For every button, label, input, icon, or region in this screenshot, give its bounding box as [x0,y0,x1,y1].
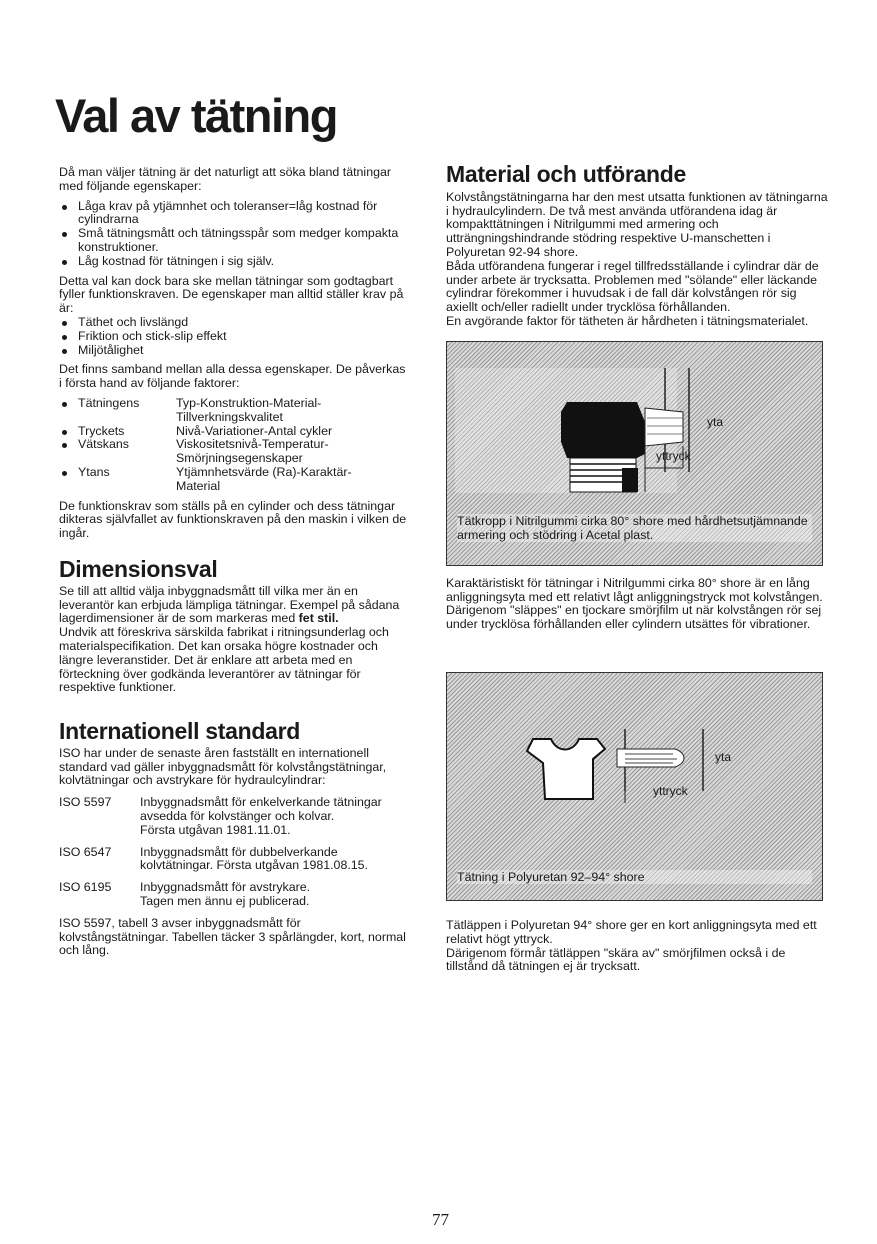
factor-desc: Typ-Konstruktion-Material- Tillverkningskvalitet [176,395,322,424]
fig1-label-yta: yta [707,414,724,429]
nitrile-paragraph-2: Därigenom "släppes" en tjockare smörjfilm ut när kolvstången rör sej under trycklösa förhållanden eller cylindern utsättes för vibrationer. [446,603,822,632]
material-paragraph-3: En avgörande faktor för tätheten är hårdheten i tätningsmaterialet. [446,313,809,328]
international-intro: ISO har under de senaste åren fastställt en internationell standard vad gäller inbyggnadsmått för kolvstångstätningar, kolvtätningar och avstrykare för hydraulcylindrar: [59,745,387,788]
iso-code: ISO 6547 [59,844,112,859]
iso-desc: Inbyggnadsmått för enkelverkande tätningar avsedda för kolvstänger och kolvar. Första utgåvan 1981.11.01. [140,795,382,837]
material-paragraph-2: Båda utförandena fungerar i regel tillfredsställande i cylindrar där de under arbete är trycksatta. Problemen med "sölande" eller läckande cylindrar förekommer i huvudsak i de fall där kolvstången rör sig axiellt och/eller radiellt under trycklösa förhållanden. [446,258,819,315]
list-item: Låg kostnad för tätningen i sig själv. [59,255,409,269]
polyurethane-seal-diagram [447,673,822,900]
fig1-caption: Tätkropp i Nitrilgummi cirka 80° shore med hårdhetsutjämnande armering och stödring i Acetal plast. [457,514,812,542]
requirements-paragraph: Detta val kan dock bara ske mellan tätningar som godtagbart fyller funktionskraven. De egenskaper man alltid ställer krav på är: [59,273,404,316]
dimension-heading: Dimensionsval [59,555,218,582]
factor-name: Tätningens [59,397,176,425]
iso-desc: Inbyggnadsmått för dubbelverkande kolvtätningar. Första utgåvan 1981.08.15. [140,844,369,873]
list-item: Låga krav på ytjämnhet och toleranser=låg kostnad för cylindrarna [59,200,409,228]
international-heading: Internationell standard [59,718,301,745]
factor-desc: Viskositetsnivå-Temperatur- Smörjningsegenskaper [176,437,329,466]
requirements-list [59,316,409,357]
dimension-paragraph [59,585,409,626]
iso-table [59,796,409,909]
list-item: Täthet och livslängd [59,316,409,330]
nitrile-paragraph-1: Karaktäristiskt för tätningar i Nitrilgummi cirka 80° shore är en lång anliggningsyta med ett relativt lågt anliggningstryck mot kolvstången. [446,575,823,604]
iso-code: ISO 5597 [59,795,112,810]
list-item: Små tätningsmått och tätningsspår som medger kompakta konstruktioner. [59,227,409,255]
fig2-label-yta: yta [715,749,732,764]
page-number: 77 [432,1210,449,1229]
nitrile-seal-figure [446,341,823,566]
polyurethane-paragraph-1: Tätläppen i Polyuretan 94° shore ger en kort anliggningsyta med ett relativt högt yttryck. [446,917,817,946]
factors-table [59,397,409,494]
factor-name: Ytans [59,466,176,494]
international-outro: ISO 5597, tabell 3 avser inbyggnadsmått för kolvstångstätningar. Tabellen täcker 3 spårlängder, kort, normal och lång. [59,915,406,958]
factors-paragraph: Det finns samband mellan alla dessa egenskaper. De påverkas i första hand av följande faktorer: [59,362,406,391]
factor-name: Vätskans [59,438,176,466]
list-item: Miljötålighet [59,344,409,358]
list-item: Friktion och stick-slip effekt [59,330,409,344]
iso-code: ISO 6195 [59,880,112,895]
factor-desc: Nivå-Variationer-Antal cykler [176,423,333,438]
fig1-label-yttryck: yttryck [656,448,691,463]
intro-paragraph: Då man väljer tätning är det naturligt att söka bland tätningar med följande egenskaper: [59,165,391,193]
function-paragraph: De funktionskrav som ställs på en cylinder och dess tätningar dikteras självfallet av funktionskraven på den maskin i vilken de ingår. [59,498,407,541]
left-column [59,166,409,964]
dimension-paragraph-2: Undvik att föreskriva särskilda fabrikat i ritningsunderlag och materialspecifikation. Det kan orsaka högre kostnader och längre leveranstider. Det är enklare att arbeta med en förteckning över godkända leverantörer av tätningar för respektive funktioner. [59,625,389,695]
right-column [446,161,830,980]
factor-desc: Ytjämnhetsvärde (Ra)-Karaktär- Material [176,464,352,493]
polyurethane-seal-figure [446,672,823,901]
desired-properties-list [59,200,409,269]
fig2-label-yttryck: yttryck [653,783,688,798]
material-heading: Material och utförande [446,161,687,187]
iso-desc: Inbyggnadsmått för avstrykare. Tagen men ännu ej publicerad. [140,880,311,909]
polyurethane-paragraph-2: Därigenom förmår tätläppen "skära av" smörjfilmen också i de tillstånd då tätningen ej är trycksatt. [446,945,786,974]
page-title: Val av tätning [55,89,337,142]
dimension-text: Se till att alltid välja inbyggnadsmått till vilka mer än en leverantör kan erbjuda lämpliga tätningar. Exempel på sådana lagerdimensioner är de som markeras med [59,583,400,626]
fig2-caption: Tätning i Polyuretan 92–94° shore [457,870,812,884]
factor-name: Tryckets [59,425,176,439]
bold-example: fet stil. [298,611,339,626]
material-paragraph-1: Kolvstångstätningarna har den mest utsatta funktionen av tätningarna i hydraulcylindern. De två mest använda utförandena idag är kompakttätningen i Nitrilgummi med armering och utträngningshindrande stödring respektive U-manschetten i Polyuretan 92-94 shore. [446,189,828,259]
